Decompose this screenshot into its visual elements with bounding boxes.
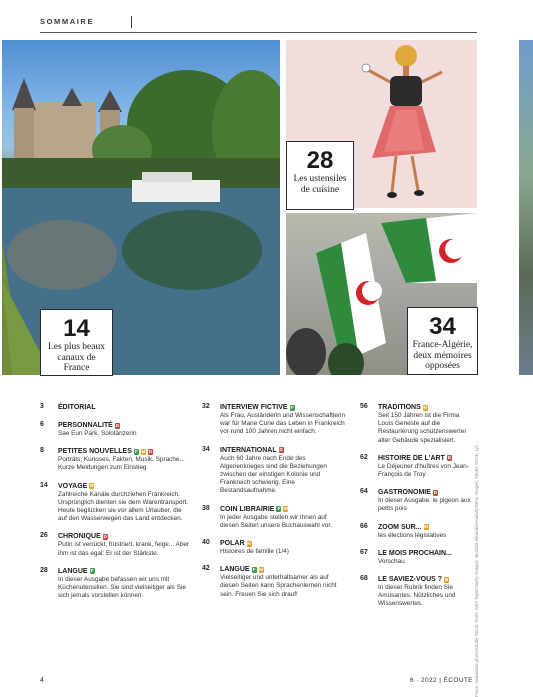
- toc-entry-title: CHRONIQUE: [58, 533, 101, 541]
- toc-entry-text: [58, 421, 190, 438]
- level-badge-orange: M: [259, 566, 263, 572]
- toc-column-3: [360, 403, 472, 618]
- toc-entry-text: [378, 454, 472, 479]
- toc-entry-description: In jeder Ausgabe stellen wir Ihnen auf diesen Seiten unsere Buchauswahl vor.: [220, 513, 332, 529]
- toc-entry-description: les élections législatives: [378, 531, 447, 539]
- toc-page-number: 68: [360, 575, 368, 583]
- toc-entry[interactable]: [360, 575, 472, 609]
- toc-heading-row: [378, 549, 472, 558]
- toc-entry-description: In dieser Rubrik finden Sie Amüsantes, Nützliches und Wissenswertes.: [378, 584, 456, 608]
- toc-entry-title: GASTRONOMIE: [378, 489, 431, 497]
- toc-entry-description: Zahlreiche Kanäle durchziehen Frankreich. Ursprünglich dienten sie dem Warentransport. Heute beglücken sie vor allem Urlauber, die auf den Wasserwegen das Land entdecken.: [58, 490, 189, 523]
- toc-page-number: 38: [202, 504, 210, 512]
- level-badge-green: F: [290, 404, 294, 410]
- toc-entry-text: [58, 403, 190, 412]
- level-badge-red: D: [115, 422, 119, 428]
- feature-callout-canaux[interactable]: [40, 309, 113, 376]
- toc-page-number: 8: [40, 447, 44, 455]
- toc-entry-title: VOYAGE: [58, 482, 88, 490]
- toc-entry-text: [58, 482, 190, 524]
- toc-heading-row: [378, 403, 472, 412]
- toc-heading-row: [220, 446, 347, 455]
- toc-entry-title: LE SAVIEZ-VOUS ?: [378, 576, 443, 584]
- toc-entry-text: [220, 565, 347, 599]
- toc-entry-description: Seit 150 Jahren ist die Firma Louis Geneste auf die Restaurierung schützenswerter alter Gebäude spezialisiert.: [378, 412, 467, 444]
- callout-page-number: 14: [63, 315, 90, 342]
- toc-entry-description: Le Déjeuner d'huîtres von Jean-François de Troy: [378, 462, 469, 479]
- toc-page-number: 56: [360, 403, 368, 410]
- toc-heading-row: [220, 403, 347, 412]
- level-badge-green: F: [252, 566, 256, 572]
- toc-entry[interactable]: [40, 447, 190, 472]
- toc-entry-title: INTERNATIONAL: [220, 446, 277, 454]
- level-badge-green: F: [135, 448, 138, 454]
- toc-page-number: 64: [360, 488, 368, 496]
- toc-entry[interactable]: [360, 549, 472, 566]
- toc-entry-title: POLAR: [220, 540, 245, 548]
- toc-heading-row: [220, 565, 347, 574]
- toc-page-number: 14: [40, 481, 48, 489]
- level-badge-red: D: [148, 448, 153, 454]
- toc-entry-text: [378, 488, 472, 513]
- toc-page-number: 28: [40, 566, 48, 574]
- toc-entry[interactable]: [360, 454, 472, 479]
- toc-entry[interactable]: [360, 523, 472, 540]
- toc-entry-title: TRADITIONS: [378, 404, 421, 411]
- toc-entry-description: Porträts, Kurioses, Fakten, Musik, Sprache... Kurze Meldungen zum Einstieg: [58, 456, 185, 472]
- toc-entry[interactable]: [40, 403, 190, 412]
- callout-page-number: 34: [429, 313, 456, 340]
- level-badge-red: D: [447, 455, 451, 461]
- toc-entry-description: Histoires de famille (1/4): [220, 548, 289, 556]
- toc-heading-row: [58, 447, 190, 456]
- toc-entry[interactable]: [202, 565, 347, 599]
- toc-entry[interactable]: [202, 539, 347, 556]
- toc-page-number: 62: [360, 453, 368, 461]
- level-badge-orange: M: [444, 576, 449, 582]
- toc-page-number: 6: [40, 421, 44, 428]
- toc-page-number: 34: [202, 445, 210, 453]
- toc-entry-title: COIN LIBRAIRIE: [220, 505, 275, 513]
- toc-heading-row: [220, 539, 347, 548]
- toc-heading-row: [378, 488, 472, 497]
- toc-entry-description: In dieser Ausgabe befassen wir uns mit Küchenutensilien. Sie sind vielseitiger als Sie sich jemals vorstellen können.: [58, 575, 186, 600]
- toc-column-2: [202, 403, 347, 608]
- toc-entry-text: [220, 505, 347, 530]
- toc-entry-description: In dieser Ausgabe: le pigeon aux petits pois: [378, 497, 471, 513]
- level-badge-orange: M: [141, 448, 146, 454]
- toc-entry-text: [220, 403, 347, 437]
- toc-entry-text: [220, 539, 347, 556]
- toc-entry[interactable]: [202, 403, 347, 437]
- toc-column-1: [40, 403, 190, 609]
- level-badge-green: F: [277, 506, 281, 512]
- toc-entry-title: LE MOIS PROCHAIN...: [378, 549, 452, 557]
- toc-entry-description: Auch 60 Jahre nach Ende des Algerienkrieges sind die Beziehungen zwischen der einstigen Kolonie und Frankreich schwierig. Eine Bestandsaufnahme.: [220, 454, 327, 495]
- toc-page-number: 3: [40, 403, 44, 410]
- section-title: SOMMAIRE: [40, 17, 95, 26]
- toc-heading-row: [58, 421, 190, 430]
- toc-entry-text: [58, 447, 190, 472]
- toc-entry-text: [378, 403, 472, 445]
- callout-caption: Les ustensiles de cuisine: [293, 174, 347, 195]
- toc-heading-row: [58, 567, 190, 576]
- toc-entry[interactable]: [40, 482, 190, 524]
- level-badge-red: D: [433, 489, 438, 495]
- level-badge-orange: M: [423, 404, 428, 410]
- toc-page-number: 66: [360, 522, 368, 530]
- toc-entry[interactable]: [40, 421, 190, 438]
- toc-entry-description: Vorschau: [378, 557, 405, 565]
- level-badge-red: D: [103, 533, 107, 539]
- toc-entry-title: LANGUE: [58, 567, 88, 575]
- toc-entry-text: [378, 523, 472, 540]
- callout-page-number: 28: [306, 147, 334, 174]
- toc-entry[interactable]: [40, 532, 190, 557]
- toc-heading-row: [378, 575, 472, 584]
- toc-entry-description: Sae Eun Park, Solotänzerin: [58, 430, 137, 437]
- toc-heading-row: [378, 454, 472, 463]
- toc-heading-row: [58, 532, 190, 541]
- toc-entry-title: LANGUE: [220, 566, 250, 574]
- page-header: [40, 14, 477, 33]
- photo-credit: Fotos: makasana photo/Adobe Stock; Paris; Sam Taylor/Getty Images; Mustafa Alkaraki/Anadolu/Getty Images; Adobe Stock; Lyf...: [474, 441, 479, 697]
- level-badge-orange: M: [247, 540, 251, 546]
- toc-entry-text: [378, 575, 472, 609]
- toc-page-number: 32: [202, 403, 210, 410]
- toc-heading-row: [220, 505, 347, 514]
- toc-entry-text: [378, 549, 472, 566]
- toc-entry-description: Vielseitiger und unterhaltsamer als auf diesen Seiten kann Sprachenlernen nicht sein. Freuen Sie sich drauf!: [220, 574, 337, 598]
- toc-page-number: 67: [360, 548, 368, 556]
- toc-entry[interactable]: [202, 505, 347, 530]
- next-page-photo-edge: [519, 40, 533, 375]
- toc-heading-row: [58, 482, 190, 491]
- toc-heading-row: [378, 523, 472, 532]
- toc-entry-title: HISTOIRE DE L'ART: [378, 454, 445, 462]
- toc-entry[interactable]: [202, 446, 347, 496]
- toc-entry-title: PETITES NOUVELLES: [58, 448, 132, 456]
- toc-heading-row: [58, 403, 190, 412]
- toc-page-number: 26: [40, 532, 48, 540]
- feature-callout-france-algerie[interactable]: [407, 307, 478, 375]
- callout-caption: France-Algérie, deux mémoires opposées: [412, 340, 473, 371]
- toc-page-number: 40: [202, 539, 210, 547]
- level-badge-red: D: [279, 447, 283, 453]
- toc-entry-title: INTERVIEW FICTIVE: [220, 404, 288, 411]
- level-badge-orange: M: [424, 524, 428, 530]
- toc-entry[interactable]: [40, 567, 190, 601]
- toc-entry-text: [58, 567, 190, 601]
- toc-entry-title: ZOOM SUR...: [378, 523, 422, 531]
- level-badge-orange: M: [284, 506, 288, 512]
- toc-entry-text: [58, 532, 190, 557]
- header-divider: [131, 16, 132, 28]
- level-badge-green: F: [90, 568, 94, 574]
- toc-entry-title: ÉDITORIAL: [58, 404, 96, 411]
- page-number: 4: [40, 677, 44, 684]
- level-badge-orange: M: [89, 483, 94, 489]
- feature-callout-ustensiles[interactable]: [286, 141, 354, 210]
- callout-caption: Les plus beaux canaux de France: [48, 342, 105, 373]
- issue-label: 6 · 2022 | ÉCOUTE: [410, 677, 474, 684]
- toc-entry-text: [220, 446, 347, 496]
- toc-entry-description: Als Frau, Ausländerin und Wissenschaftlerin war für Marie Curie das Leben in Frankreich vor rund 100 Jahren nicht einfach.: [220, 412, 346, 436]
- toc-page-number: 42: [202, 565, 210, 573]
- toc-entry[interactable]: [360, 403, 472, 445]
- toc-entry[interactable]: [360, 488, 472, 513]
- toc-entry-description: Putin ist verrückt, frustriert, krank, feige... Aber ihm ist das egal: Er ist der Stärkste.: [58, 541, 190, 557]
- toc-entry-title: PERSONNALITÉ: [58, 422, 113, 429]
